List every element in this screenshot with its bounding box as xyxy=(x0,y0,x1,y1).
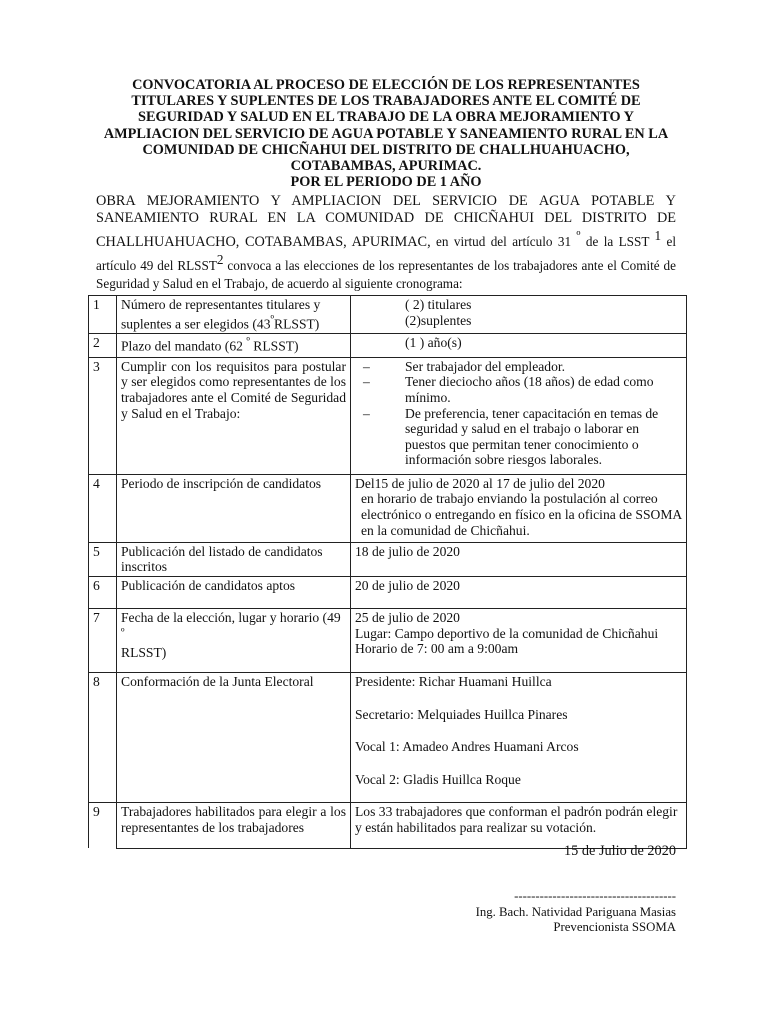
intro-text: convoca a las elecciones de los representantes de los trabajadores ante el Comité de Seguridad y Salud en el Trabajo, de acuerdo al siguiente cronograma: xyxy=(96,257,676,291)
title-line: SEGURIDAD Y SALUD EN EL TRABAJO DE LA OBRA MEJORAMIENTO Y xyxy=(138,109,634,126)
table-row xyxy=(89,542,687,576)
table-row xyxy=(89,296,687,334)
row-label: Número de representantes titulares y suplentes a ser elegidos $(43^ºRLSST)$ xyxy=(117,296,351,334)
row-number: 6 xyxy=(89,576,117,608)
requirements-list xyxy=(355,359,682,468)
list-item: – Tener dieciocho años (18 años) de edad como mínimo. xyxy=(355,374,682,405)
row-label: Publicación de candidatos aptos xyxy=(117,576,351,608)
table-row xyxy=(89,474,687,542)
row-value xyxy=(351,672,687,802)
row-value: 18 de julio de 2020 xyxy=(351,542,687,576)
document-title xyxy=(96,77,676,190)
row-label: Conformación de la Junta Electoral xyxy=(117,672,351,802)
row-number: 3 xyxy=(89,357,117,474)
intro-text: de la LSST xyxy=(580,233,655,249)
footnote-ref: 2 xyxy=(216,251,224,267)
title-line: POR EL PERIODO DE 1 AÑO xyxy=(290,174,482,191)
row-label: Plazo del mandato (62 $^º$ RLSST) xyxy=(117,333,351,357)
schedule-table xyxy=(88,295,687,849)
row-label: Trabajadores habilitados para elegir a los representantes de los trabajadores xyxy=(117,802,351,848)
list-item: – De preferencia, tener capacitación en temas de seguridad y salud en el trabajo o laborar en puestos que permitan tener conocimiento o información sobre riesgos laborales. xyxy=(355,406,682,468)
title-line: CONVOCATORIA AL PROCESO DE ELECCIÓN DE LOS REPRESENTANTES xyxy=(132,77,640,93)
row-label: Fecha de la elección, lugar y horario (49 $^º$ RLSST) xyxy=(117,608,351,672)
signer-name: Ing. Bach. Natividad Pariguana Masias xyxy=(475,904,676,919)
signature-line: -------------------------------------- xyxy=(514,889,676,903)
row-value: Los 33 trabajadores que conforman el padrón podrán elegir y están habilitados para realizar su votación. xyxy=(351,802,687,848)
row-label: Publicación del listado de candidatos inscritos xyxy=(117,542,351,576)
title-line: COTABAMBAS, APURIMAC. xyxy=(290,158,482,175)
row-value: 25 de julio de 2020 Lugar: Campo deportivo de la comunidad de Chicñahui Horario de 7: 00 am a 9:00am xyxy=(351,608,687,672)
intro-text: en virtud del artículo 31 xyxy=(430,233,577,249)
table-row xyxy=(89,333,687,357)
row-number: 2 xyxy=(89,333,117,357)
table-row xyxy=(89,608,687,672)
row-value: 20 de julio de 2020 xyxy=(351,576,687,608)
table-row xyxy=(89,802,687,848)
title-line: AMPLIACION DEL SERVICIO DE AGUA POTABLE Y SANEAMIENTO RURAL EN LA xyxy=(103,125,669,142)
junta-member: Presidente: Richar Huamani Huillca xyxy=(355,673,552,689)
row-label: Periodo de inscripción de candidatos xyxy=(117,474,351,542)
table-row xyxy=(89,672,687,802)
signature-block xyxy=(440,889,676,936)
intro-paragraph xyxy=(96,193,676,293)
footnote-ref: 1 xyxy=(654,228,662,243)
row-value: ( 2) titulares (2)suplentes xyxy=(351,296,687,334)
list-item: – Ser trabajador del empleador. xyxy=(355,359,682,375)
intro-text: OBRA MEJORAMIENTO Y AMPLIACION DEL SERVICIO DE AGUA POTABLE Y SANEAMIENTO RURAL EN LA COMUNIDAD DE CHICÑAHUI DEL DISTRITO DE CHALLHUAHUACHO, COTABAMBAS, APURIMAC, xyxy=(96,193,676,250)
row-value: (1 ) año(s) xyxy=(351,333,687,357)
row-number: 5 xyxy=(89,542,117,576)
intro-sup: º xyxy=(576,228,581,243)
table-row xyxy=(89,576,687,608)
junta-member: Vocal 1: Amadeo Andres Huamani Arcos xyxy=(355,739,579,755)
signer-role: Prevencionista SSOMA xyxy=(553,920,676,934)
document-date: 15 de Julio de 2020 xyxy=(564,843,676,859)
row-value xyxy=(351,357,687,474)
row-value: Del15 de julio de 2020 al 17 de julio del 2020 en horario de trabajo enviando la postulación al correo electrónico o entregando en físico en la oficina de SSOMA en la comunidad de Chicñahui. xyxy=(351,474,687,542)
row-number: 9 xyxy=(89,802,117,848)
junta-member: Secretario: Melquiades Huillca Pinares xyxy=(355,706,568,722)
row-number: 1 xyxy=(89,296,117,334)
table-row xyxy=(89,357,687,474)
row-number: 4 xyxy=(89,474,117,542)
title-line: TITULARES Y SUPLENTES DE LOS TRABAJADORES ANTE EL COMITÉ DE xyxy=(131,93,641,110)
row-number: 7 xyxy=(89,608,117,672)
title-line: COMUNIDAD DE CHICÑAHUI DEL DISTRITO DE CHALLHUAHUACHO, xyxy=(142,141,630,158)
intro-text: el artículo 49 del RLSST xyxy=(96,233,676,273)
junta-member: Vocal 2: Gladis Huillca Roque xyxy=(355,771,521,787)
row-number: 8 xyxy=(89,672,117,802)
row-label: Cumplir con los requisitos para postular y ser elegidos como representantes de los trabajadores ante el Comité de Seguridad y Salud en el Trabajo: xyxy=(117,357,351,474)
